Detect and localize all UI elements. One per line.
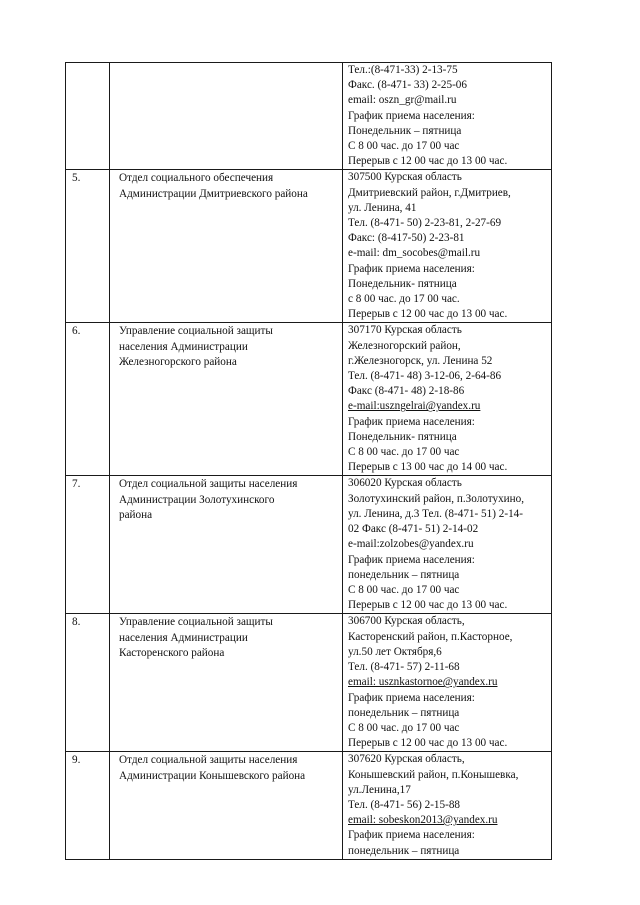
office-name-line: Управление социальной защиты — [119, 616, 273, 629]
schedule-heading: График приема населения: — [348, 553, 475, 566]
office-name-line: Касторенского района — [119, 646, 225, 659]
address-line: Дмитриевский район, г.Дмитриев, — [348, 186, 511, 199]
schedule-days: Понедельник – пятница — [348, 124, 462, 137]
row-number-cell: 7. — [66, 476, 110, 614]
fax-line: Факс: (8-417-50) 2-23-81 — [348, 232, 465, 245]
office-name-cell — [110, 752, 343, 860]
address-line: ул. Ленина, 41 — [348, 201, 417, 214]
social-protection-offices-table — [65, 62, 552, 860]
table-row — [66, 170, 552, 323]
office-name-line: района — [119, 508, 153, 521]
address-line: 306700 Курская область, — [348, 615, 465, 628]
table-row — [66, 476, 552, 614]
schedule-break: Перерыв с 12 00 час до 13 00 час. — [348, 308, 508, 321]
phone-line: Тел. (8-471- 56) 2-15-88 — [348, 798, 461, 811]
contact-info-cell — [343, 752, 552, 860]
row-number-cell: 8. — [66, 614, 110, 752]
address-line: ул.Ленина,17 — [348, 783, 411, 796]
schedule-break: Перерыв с 12 00 час до 13 00 час. — [348, 155, 508, 168]
fax-line: Факс (8-471- 48) 2-18-86 — [348, 385, 465, 398]
office-name-cell — [110, 476, 343, 614]
address-line: г.Железногорск, ул. Ленина 52 — [348, 354, 493, 367]
contact-info-cell — [343, 170, 552, 323]
email-line[interactable]: email: usznkastornoe@yandex.ru — [348, 676, 498, 689]
schedule-days: понедельник – пятница — [348, 706, 460, 719]
schedule-heading: График приема населения: — [348, 415, 475, 428]
office-name-line: Отдел социального обеспечения — [119, 172, 274, 185]
office-name-line: населения Администрации — [119, 340, 248, 353]
address-line: 307620 Курская область, — [348, 753, 465, 766]
address-phone-line: ул. Ленина, д.3 Тел. (8-471- 51) 2-14- — [348, 507, 523, 520]
schedule-heading: График приема населения: — [348, 262, 475, 275]
address-line: Золотухинский район, п.Золотухино, — [348, 492, 525, 505]
row-number-cell: 5. — [66, 170, 110, 323]
email-line[interactable]: e-mail:uszngelrai@yandex.ru — [348, 400, 481, 413]
address-line: 307170 Курская область — [348, 324, 462, 337]
schedule-break: Перерыв с 12 00 час до 13 00 час. — [348, 737, 508, 750]
office-name-cell — [110, 63, 343, 170]
contact-info-cell — [343, 476, 552, 614]
schedule-heading: График приема населения: — [348, 691, 475, 704]
schedule-hours: С 8 00 час. до 17 00 час — [348, 140, 460, 153]
row-number-cell — [66, 63, 110, 170]
email-line[interactable]: email: sobeskon2013@yandex.ru — [348, 814, 498, 827]
office-name-line: Отдел социальной защиты населения — [119, 754, 298, 767]
email-line: e-mail:zolzobes@yandex.ru — [348, 538, 474, 551]
address-line: ул.50 лет Октября,6 — [348, 645, 442, 658]
phone-line: Тел. (8-471- 48) 3-12-06, 2-64-86 — [348, 370, 502, 383]
row-number-cell: 9. — [66, 752, 110, 860]
address-line: Конышевский район, п.Конышевка, — [348, 768, 519, 781]
schedule-hours: С 8 00 час. до 17 00 час — [348, 446, 460, 459]
schedule-hours: С 8 00 час. до 17 00 час — [348, 721, 460, 734]
phone-line: Тел.:(8-471-33) 2-13-75 — [348, 64, 458, 76]
phone-line: Тел. (8-471- 57) 2-11-68 — [348, 661, 460, 674]
row-number-cell: 6. — [66, 323, 110, 476]
schedule-break: Перерыв с 13 00 час до 14 00 час. — [348, 461, 508, 474]
office-name-line: населения Администрации — [119, 631, 248, 644]
contact-info-cell — [343, 323, 552, 476]
schedule-days: понедельник – пятница — [348, 568, 460, 581]
office-name-line: Отдел социальной защиты населения — [119, 478, 298, 491]
contact-info-cell — [343, 614, 552, 752]
address-line: 307500 Курская область — [348, 171, 462, 184]
schedule-heading: График приема населения: — [348, 829, 475, 842]
email-line: email: oszn_gr@mail.ru — [348, 94, 457, 107]
office-name-cell — [110, 170, 343, 323]
contact-info-cell — [343, 63, 552, 170]
phone-line: Тел. (8-471- 50) 2-23-81, 2-27-69 — [348, 217, 502, 230]
schedule-days: Понедельник- пятница — [348, 430, 457, 443]
schedule-hours: с 8 00 час. до 17 00 час. — [348, 293, 460, 306]
fax-line: Факс. (8-471- 33) 2-25-06 — [348, 79, 467, 92]
table-row — [66, 323, 552, 476]
office-name-line: Железногорского района — [119, 355, 237, 368]
email-line: e-mail: dm_socobes@mail.ru — [348, 247, 481, 260]
table-row — [66, 752, 552, 860]
office-name-line: Администрации Конышевского района — [119, 769, 306, 782]
address-line: 306020 Курская область — [348, 477, 462, 490]
table-row — [66, 614, 552, 752]
schedule-heading: График приема населения: — [348, 109, 475, 122]
phone-fax-line: 02 Факс (8-471- 51) 2-14-02 — [348, 523, 479, 536]
office-name-cell — [110, 614, 343, 752]
schedule-days: Понедельник- пятница — [348, 277, 457, 290]
address-line: Касторенский район, п.Касторное, — [348, 630, 513, 643]
schedule-break: Перерыв с 12 00 час до 13 00 час. — [348, 599, 508, 612]
office-name-line: Управление социальной защиты — [119, 325, 273, 338]
table-row — [66, 63, 552, 170]
schedule-hours: С 8 00 час. до 17 00 час — [348, 583, 460, 596]
office-name-line: Администрации Золотухинского — [119, 493, 275, 506]
schedule-days: понедельник – пятница — [348, 844, 460, 857]
office-name-line: Администрации Дмитриевского района — [119, 187, 308, 200]
office-name-cell — [110, 323, 343, 476]
address-line: Железногорский район, — [348, 339, 461, 352]
